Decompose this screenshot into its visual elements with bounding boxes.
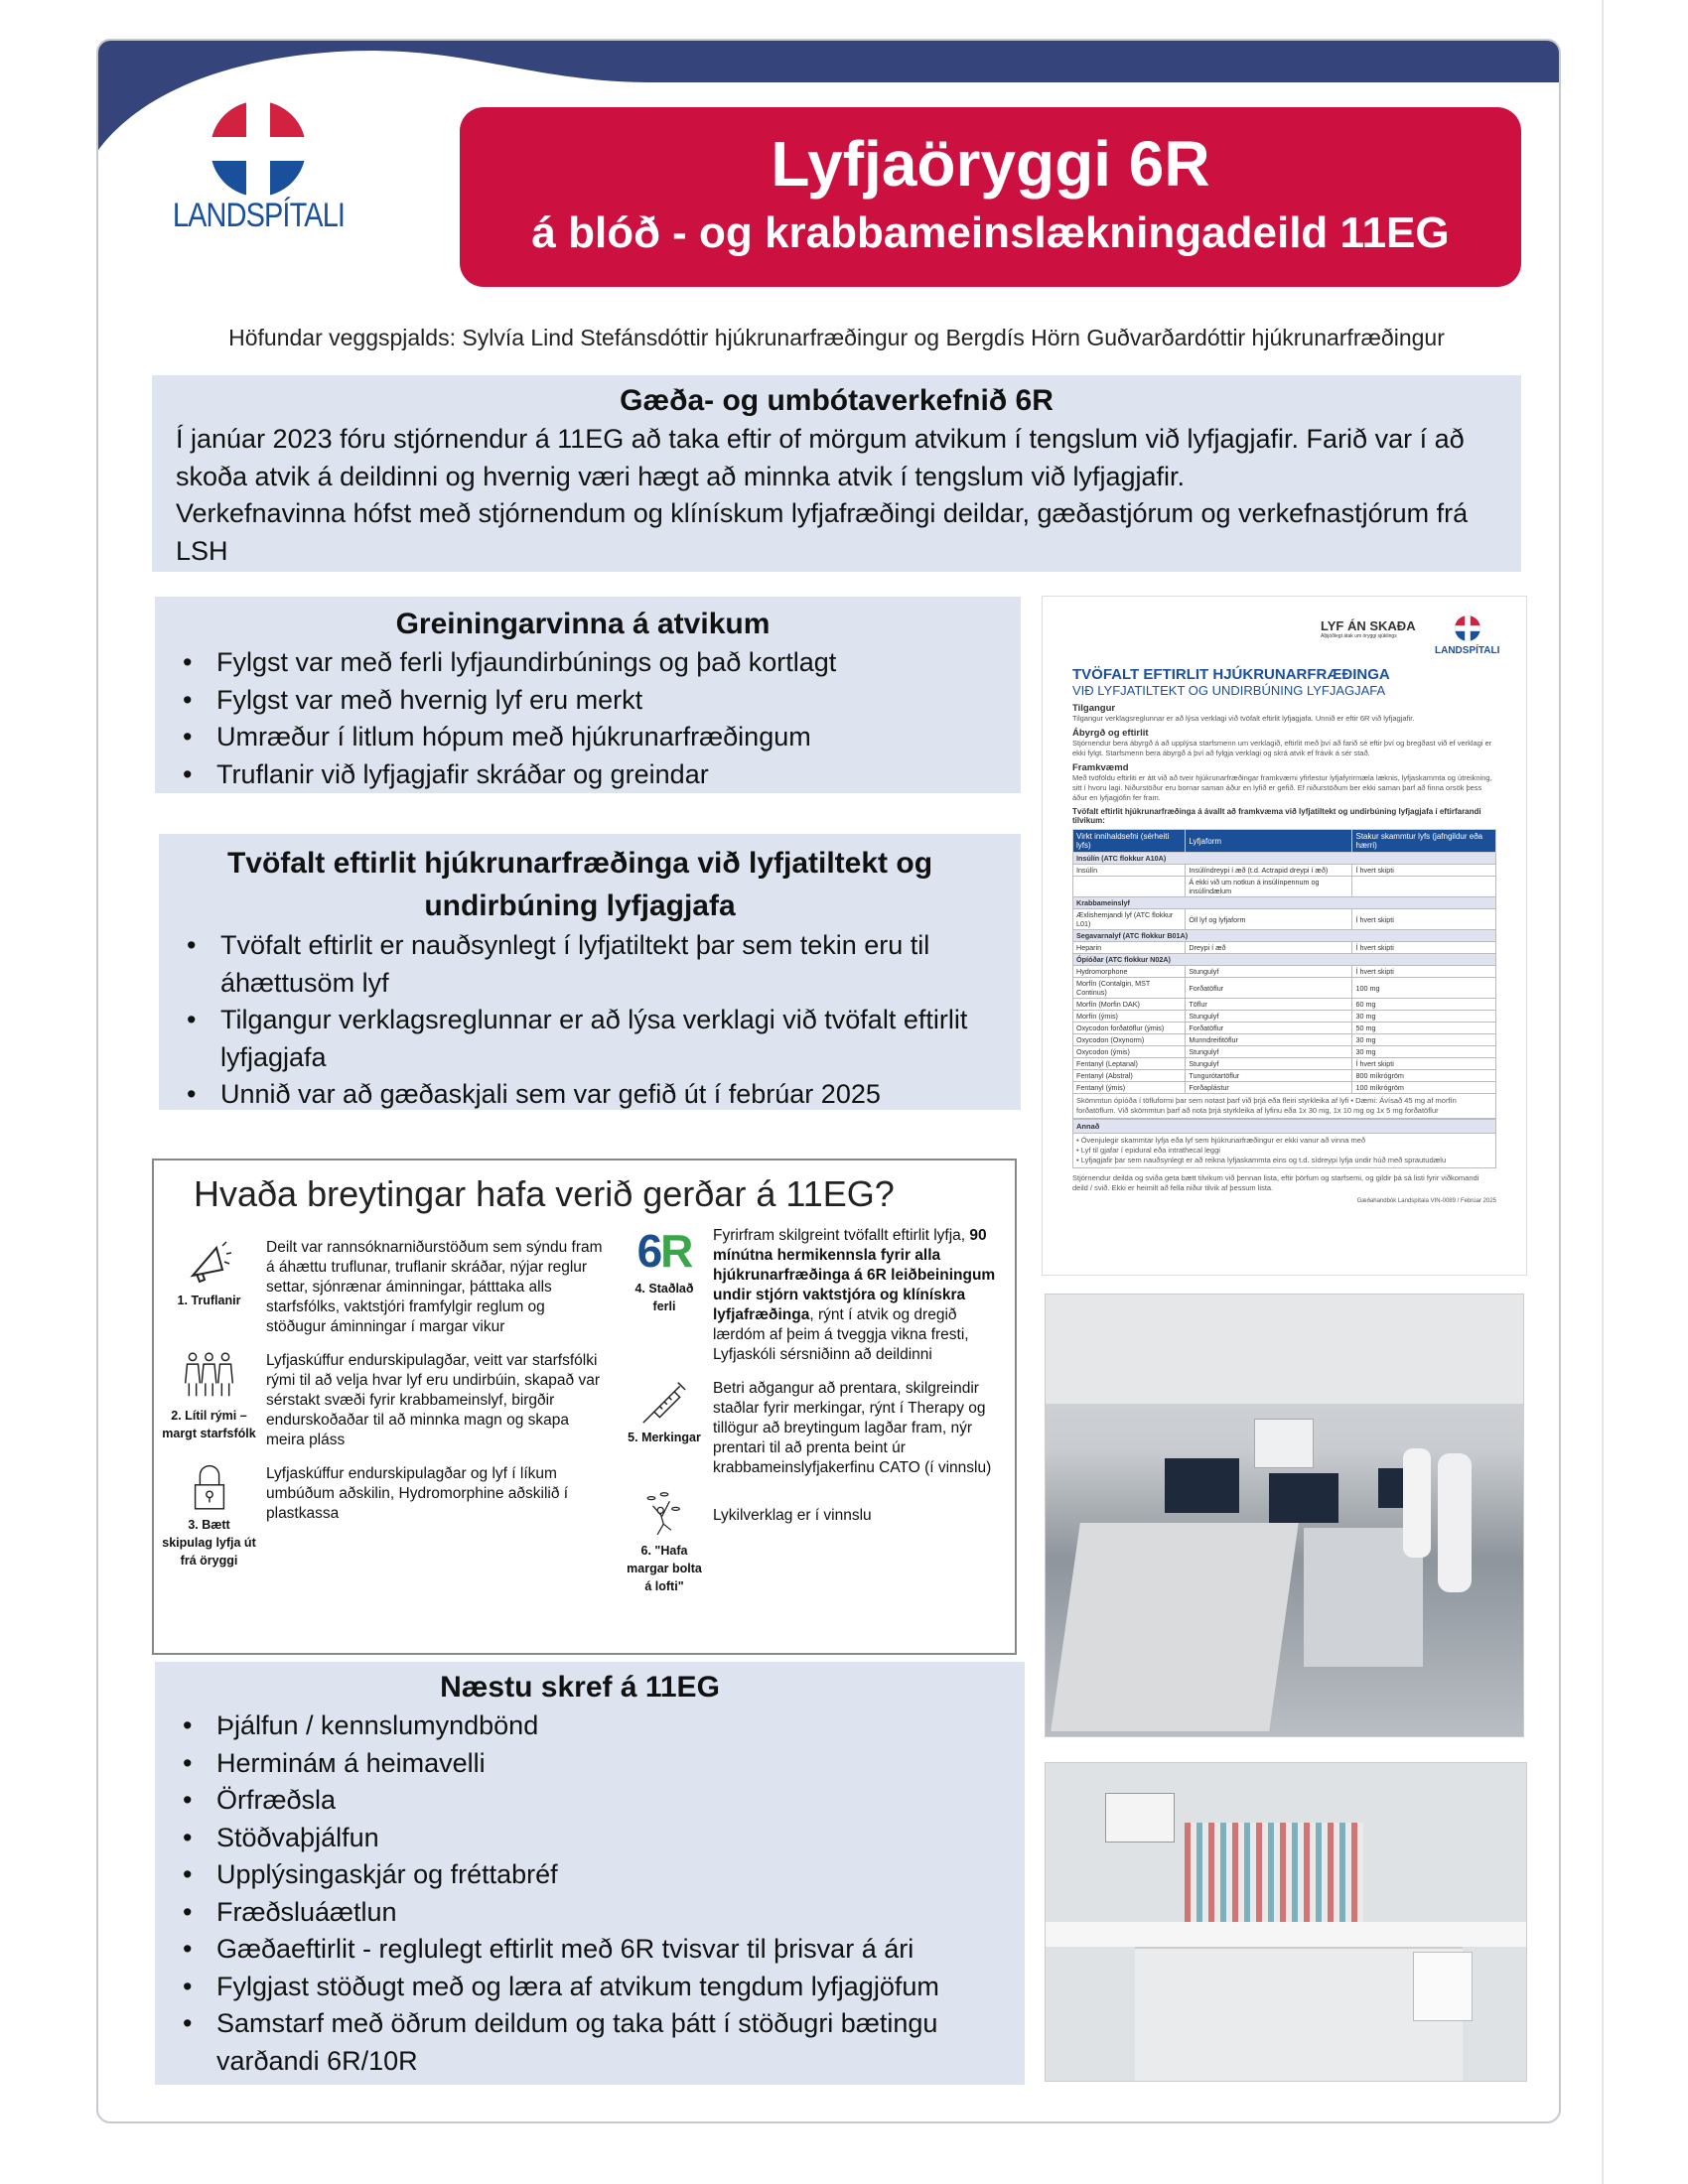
- juggler-icon: [643, 1492, 685, 1538]
- change-text: Lykilverklag er í vinnslu: [713, 1507, 872, 1524]
- doc-section-text: Stjórnendur bera ábyrgð á að upplýsa starfsmenn um verklagið, eftirlit með því að farið sé eftir því og bregðast við ef verklagi er ekki fylgt. Starfsmenn bera ábyrgð á því að fylgja verklagi og skrá atvik ef frávik á sér stað.: [1072, 739, 1492, 757]
- next-steps-section: [155, 1662, 1025, 2085]
- table-row: [1073, 1082, 1496, 1094]
- table-cell: Insúlín: [1073, 865, 1186, 877]
- table-cell: Í hvert skipti: [1352, 865, 1496, 877]
- table-cell: Í hvert skipti: [1352, 942, 1496, 954]
- table-cell: Stungulyf: [1186, 1046, 1352, 1058]
- list-item: • Samstarf með öðrum deildum og taka þátt í stöðugri bætingu varðandi 6R/10R: [155, 2005, 1005, 2080]
- table-cell: Fentanyl (Leptanal): [1073, 1058, 1186, 1070]
- table-cell: Forðatöflur: [1186, 1023, 1352, 1034]
- changes-section: [152, 1159, 1017, 1655]
- table-cell: Oxycodon forðatöflur (ýmis): [1073, 1023, 1186, 1034]
- section-heading: Greiningarvinna á atvikum: [395, 608, 771, 640]
- title-banner: [460, 107, 1521, 287]
- change-text: Deilt var rannsóknarniðurstöðum sem sýndu fram á áhættu truflunar, truflanir skráðar, nýjar reglur settar, sjónrænar áminningar, þátttaka alls starfsfólks, vaktstjóri framfylgir reglum og stöðugur áminningar í margar vikur: [266, 1239, 603, 1335]
- list-item: • Upplýsingaskjár og fréttabréf: [155, 1856, 1005, 1894]
- table-cell: Munndreifitöflur: [1186, 1034, 1352, 1046]
- table-cell: 100 míkrógröm: [1352, 1082, 1496, 1094]
- table-row: [1073, 1011, 1496, 1023]
- list-item: • Örfræðsla: [155, 1782, 1005, 1820]
- table-row: [1073, 865, 1496, 877]
- poster-subtitle: á blóð - og krabbameinslækningadeild 11EG: [531, 208, 1450, 257]
- list-item: • Hermináм á heimavelli: [155, 1745, 1005, 1783]
- table-cell: 60 mg: [1352, 999, 1496, 1011]
- doc-section-text: Með tvöföldu eftirliti er átt við að tveir hjúkrunarfræðingar framkvæmi yfirlestur lyfjafyrirmæla læknis, lyfjaskammta og útreikning, sitt í hvoru lagi. Niðurstöður eru bornar saman áður en lyfið er gefið. Ef niðurstöðum ber ekki saman þarf að finna orsök þess áður en lyfjagjöfin fer fram.: [1072, 773, 1492, 802]
- change-label: 1. Truflanir: [177, 1294, 241, 1307]
- table-cell: Dreypi í æð: [1186, 942, 1352, 954]
- table-cell: Segavarnalyf (ATC flokkur B01A): [1073, 930, 1496, 942]
- landspitali-logo-icon: [152, 99, 365, 199]
- change-item: [626, 1226, 1008, 1365]
- table-cell: Oxycodon (Oxynorm): [1073, 1034, 1186, 1046]
- table-cell: 50 mg: [1352, 1023, 1496, 1034]
- table-header: Lyfjaform: [1186, 830, 1352, 853]
- doc-title: TVÖFALT EFTIRLIT HJÚKRUNARFRÆÐINGA: [1072, 666, 1390, 683]
- table-cell: 30 mg: [1352, 1046, 1496, 1058]
- change-text: Lyfjaskúffur endurskipulagðar, veitt var starfsfólki rými til að velja hvar lyf eru undirbúin, skapað var sérstakt svæði fyrir krabbameinslyf, birgðir endurskoðaðar til að minnka magn og skapa meira pláss: [266, 1352, 600, 1448]
- megaphone-icon: [185, 1238, 234, 1288]
- table-cell: Í hvert skipti: [1352, 966, 1496, 978]
- table-cell: Forðaplástur: [1186, 1082, 1352, 1094]
- table-intro: Tvöfalt eftirlit hjúkrunarfræðinga á ávallt að framkvæma við lyfjatiltekt og undirbúning lyfjagjafa í eftirfarandi tilvikum:: [1072, 807, 1481, 825]
- table-cell: Morfín (Contalgin, MST Continus): [1073, 978, 1186, 999]
- table-cell: Á ekki við um notkun á insúlínpennum og insúlíndælum: [1186, 877, 1352, 897]
- doc-section-text: Tilgangur verklagsreglunnar er að lýsa verklagi við tvöfalt eftirlit lyfjagjafa. Unnið er eftir 6R við lyfjagjafir.: [1072, 714, 1415, 723]
- doc-section-heading: Ábyrgð og eftirlit: [1072, 728, 1149, 739]
- table-cell: Morfín (ýmis): [1073, 1011, 1186, 1023]
- table-cell: 30 mg: [1352, 1011, 1496, 1023]
- table-row: [1073, 877, 1496, 897]
- section-heading: Næstu skref á 11EG: [440, 1671, 720, 1704]
- table-row: [1073, 930, 1496, 942]
- change-item: [162, 1464, 614, 1570]
- change-label: 3. Bætt skipulag lyfja út frá öryggi: [162, 1518, 256, 1568]
- table-cell: Öll lyf og lyfjaform: [1186, 909, 1352, 930]
- table-cell: 100 mg: [1352, 978, 1496, 999]
- table-row: [1073, 954, 1496, 966]
- people-icon: [182, 1351, 236, 1403]
- change-label: 5. Merkingar: [628, 1431, 701, 1444]
- poster-title: Lyfjaöryggi 6R: [771, 128, 1210, 200]
- list-item: • Umræður í litlum hópum með hjúkrunarfræðingum: [155, 719, 1011, 756]
- lyf-an-skada-logo: LYF ÁN SKAÐA Alþjóðlegt átak um öryggi sjúklings: [1321, 618, 1416, 639]
- landspitali-small-logo: LANDSPÍTALI: [1435, 614, 1499, 656]
- table-cell: [1352, 877, 1496, 897]
- table-row: [1073, 966, 1496, 978]
- list-item: • Unnið var að gæðaskjali sem var gefið út í febrúar 2025: [159, 1076, 1001, 1114]
- section-heading: Gæða- og umbótaverkefnið 6R: [620, 384, 1054, 417]
- table-cell: Hydromorphone: [1073, 966, 1186, 978]
- table-row: [1073, 1023, 1496, 1034]
- list-item: • Lyfjagjafir þar sem nauðsynlegt er að reikna lyfjaskammta eins og t.d. sídreypi lyfja undir húð með sprautudælu: [1076, 1156, 1447, 1164]
- table-cell: Töflur: [1186, 999, 1352, 1011]
- change-item: [162, 1238, 614, 1337]
- other-heading: Annað: [1072, 1119, 1496, 1134]
- list-item: • Gæðaeftirlit - reglulegt eftirlit með 6R tvisvar til þrisvar á ári: [155, 1931, 1005, 1969]
- table-cell: Stungulyf: [1186, 1011, 1352, 1023]
- analysis-section: [155, 597, 1021, 793]
- list-item: • Lyf til gjafar í epidural eða intrathecal leggi: [1076, 1146, 1220, 1155]
- change-item: [626, 1379, 1008, 1478]
- table-cell: Forðatöflur: [1186, 978, 1352, 999]
- doc-reference: Gæðahandbók Landspítala VIN-0089 / Febrúar 2025: [1356, 1198, 1496, 1204]
- list-item: • Fylgst var með ferli lyfjaundirbúnings og það kortlagt: [155, 644, 1011, 682]
- changes-left-column: [162, 1238, 614, 1570]
- list-item: • Þjálfun / kennslumyndbönd: [155, 1707, 1005, 1745]
- double-check-section: [159, 834, 1021, 1110]
- list-item: • Fylgjast stöðugt með og læra af atvikum tengdum lyfjagjöfum: [155, 1969, 1005, 2006]
- change-label: 6. "Hafa margar bolta á lofti": [627, 1544, 702, 1593]
- table-header: Virkt innihaldsefni (sérheiti lyfs): [1073, 830, 1186, 853]
- table-cell: Stungulyf: [1186, 966, 1352, 978]
- table-cell: Stungulyf: [1186, 1058, 1352, 1070]
- table-row: [1073, 1034, 1496, 1046]
- changes-right-column: [626, 1226, 1008, 1595]
- list-item: • Óvenjulegir skammtar lyfja eða lyf sem hjúkrunarfræðingur er ekki vanur að vinna með: [1076, 1136, 1366, 1145]
- change-text: Fyrirfram skilgreint tvöfallt eftirlit lyfja, 90 mínútna hermikennsla fyrir alla hjúkrunarfræðinga á 6R leiðbeiningum undir stjórn vaktstjóra og klínískra lyfjafræðinga, rýnt í atvik og dregið lærdóm af þeim á tveggja vikna fresti, Lyfjaskóli sérsniðinn að deildinni: [713, 1227, 996, 1363]
- photo-medication-storage: [1045, 1762, 1527, 2082]
- photo-medication-room: [1045, 1294, 1524, 1737]
- table-cell: Í hvert skipti: [1352, 909, 1496, 930]
- section-text: Í janúar 2023 fóru stjórnendur á 11EG að taka eftir of mörgum atvikum í tengslum við lyfjagjafir. Farið var í að skoða atvik á deildinni og hvernig væri hægt að minnka atvik í tengslum við lyfjagjafir.: [176, 424, 1465, 491]
- list-item: • Tvöfalt eftirlit er nauðsynlegt í lyfjatiltekt þar sem tekin eru til áhættusöm lyf: [159, 927, 1001, 1002]
- table-cell: Fentanyl (ýmis): [1073, 1082, 1186, 1094]
- list-item: • Fylgst var með hvernig lyf eru merkt: [155, 682, 1011, 720]
- page-edge: [1602, 0, 1604, 2184]
- table-row: [1073, 1070, 1496, 1082]
- dosing-note: Skömmtun ópíóða í töfluformi þar sem notast þarf við þrjá eða fleiri styrkleika af lyfi • Dæmi: Ávísað 45 mg af morfín forðatöflum. Við skömmtun þarf að nota þrjá styrkleika af lyfinu eða 1x 30 mg, 1x 10 mg og 1x 5 mg forðatöflur: [1072, 1094, 1496, 1119]
- landspitali-logo-icon: [1454, 614, 1481, 642]
- change-item: [162, 1351, 614, 1450]
- table-cell: Fentanyl (Abstral): [1073, 1070, 1186, 1082]
- doc-section-heading: Framkvæmd: [1072, 762, 1129, 773]
- change-text: Lyfjaskúffur endurskipulagðar og lyf í líkum umbúðum aðskilin, Hydromorphine aðskilið í plastkassa: [266, 1465, 569, 1522]
- table-cell: Krabbameinslyf: [1073, 897, 1496, 909]
- list-item: • Truflanir við lyfjagjafir skráðar og greindar: [155, 756, 1011, 794]
- change-label: 2. Lítil rými – margt starfsfólk: [162, 1409, 256, 1440]
- table-cell: Insúlíndreypi í æð (t.d. Actrapid dreypi í æð): [1186, 865, 1352, 877]
- table-cell: Morfín (Morfin DAK): [1073, 999, 1186, 1011]
- logo-text: LANDSPÍTALI: [172, 197, 346, 234]
- table-cell: 800 míkrógröm: [1352, 1070, 1496, 1082]
- table-header: Stakur skammtur lyfs (jafngildur eða hærri): [1352, 830, 1496, 853]
- change-text: Betri aðgangur að prentara, skilgreindir staðlar fyrir merkingar, rýnt í Therapy og tillögur að breytingum lagðar fram, nýr prentari til að prenta beint úr krabbameinslyfjakerfinu CATO (í vinnslu): [713, 1380, 992, 1476]
- syringe-icon: [641, 1379, 687, 1425]
- doc-subtitle: VIÐ LYFJATILTEKT OG UNDIRBÚNING LYFJAGJAFA: [1072, 683, 1386, 698]
- table-cell: Oxycodon (ýmis): [1073, 1046, 1186, 1058]
- table-cell: [1073, 877, 1186, 897]
- table-cell: Tungurótartöflur: [1186, 1070, 1352, 1082]
- drug-table: [1072, 829, 1496, 1094]
- table-cell: Ópíóðar (ATC flokkur N02A): [1073, 954, 1496, 966]
- table-row: [1073, 999, 1496, 1011]
- list-item: • Stöðvaþjálfun: [155, 1820, 1005, 1857]
- table-row: [1073, 1046, 1496, 1058]
- table-cell: Í hvert skipti: [1352, 1058, 1496, 1070]
- table-cell: Insúlín (ATC flokkur A10A): [1073, 853, 1496, 865]
- 6r-logo-icon: 6R: [636, 1225, 692, 1277]
- table-cell: Heparin: [1073, 942, 1186, 954]
- doc-footer: Stjórnendur deilda og sviða geta bætt tilvikum við þennan lista, eftir þörfum og starfsemi, og gildir þá sá listi fyrir viðkomandi deild / svið. Ekki er heimilt að fella niður tilvik af þessum lista.: [1072, 1173, 1479, 1192]
- section-heading: Tvöfalt eftirlit hjúkrunarfræðinga við lyfjatiltekt og undirbúning lyfjagjafa: [226, 847, 933, 922]
- project-section: [152, 375, 1521, 572]
- change-label: 4. Staðlað ferli: [634, 1282, 694, 1313]
- authors: Höfundar veggspjalds: Sylvía Lind Stefánsdóttir hjúkrunarfræðingur og Bergdís Hörn Guðvarðardóttir hjúkrunarfræðingur: [228, 325, 1445, 350]
- doc-section-heading: Tilgangur: [1072, 703, 1116, 714]
- table-row: [1073, 909, 1496, 930]
- list-item: • Tilgangur verklagsreglunnar er að lýsa verklagi við tvöfalt eftirlit lyfjagjafa: [159, 1002, 1001, 1076]
- list-item: • Fræðsluáætlun: [155, 1894, 1005, 1932]
- change-item: [626, 1492, 1008, 1595]
- table-cell: 30 mg: [1352, 1034, 1496, 1046]
- procedure-document: [1042, 596, 1527, 1276]
- section-text: Verkefnavinna hófst með stjórnendum og klínískum lyfjafræðingi deildar, gæðastjórum og verkefnastjórum frá LSH: [176, 498, 1469, 566]
- table-row: [1073, 1058, 1496, 1070]
- table-cell: Æxlishemjandi lyf (ATC flokkur L01): [1073, 909, 1186, 930]
- padlock-icon: [192, 1464, 227, 1512]
- table-row: [1073, 978, 1496, 999]
- table-row: [1073, 897, 1496, 909]
- table-row: [1073, 853, 1496, 865]
- section-heading: Hvaða breytingar hafa verið gerðar á 11EG?: [194, 1173, 895, 1214]
- table-row: [1073, 942, 1496, 954]
